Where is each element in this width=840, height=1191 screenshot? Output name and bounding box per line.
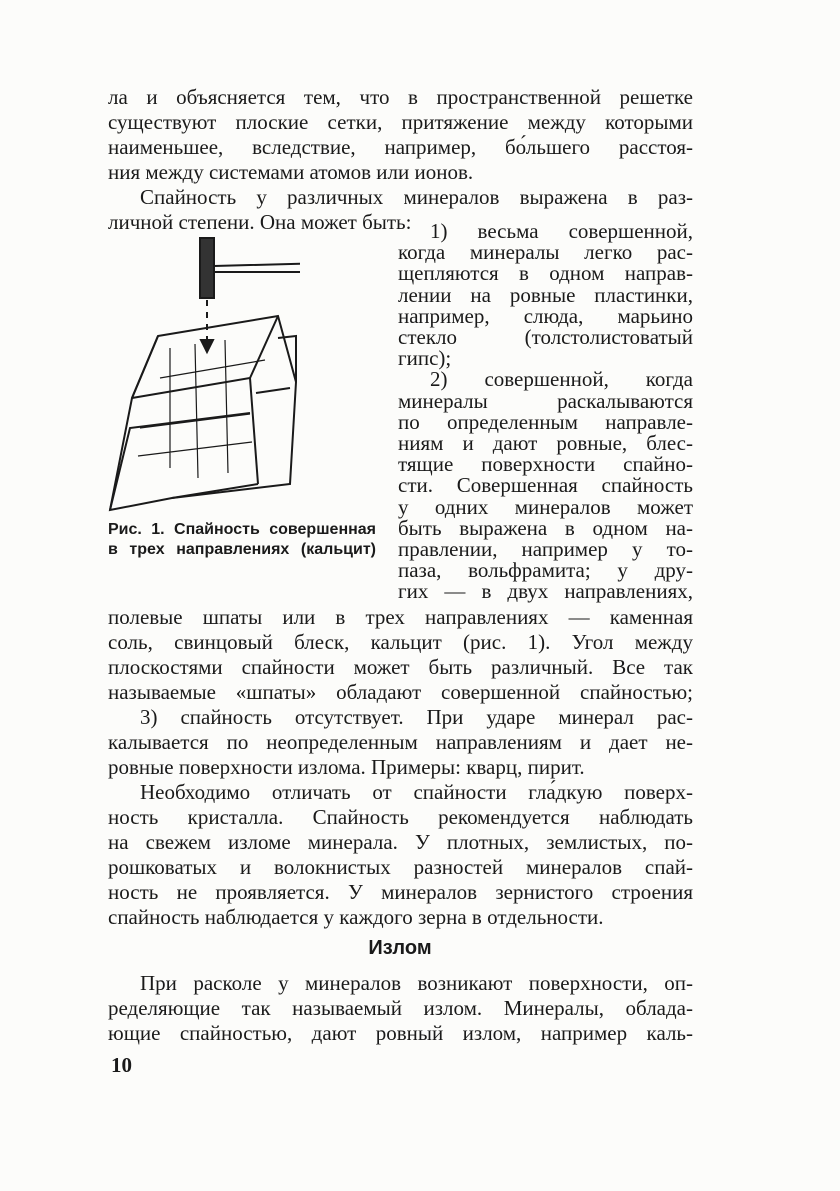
text-line: ниям и дают ровные, блес- [398,431,693,455]
text-line: 1) весьма совершенной, [430,219,693,243]
text-line: гипс); [398,346,452,371]
text-line: Спайность у различных минералов выражена в раз- [140,185,693,209]
text-line: лении на ровные пластинки, [398,282,693,307]
text-line: сти. Совершенная спайность [398,473,693,498]
section-heading: Излом [368,937,432,959]
text-line: правлении, например у то- [398,537,693,561]
text-line: калывается по неопределенным направлениям и дает не- [108,730,693,754]
arrow-head [201,340,213,352]
page-number: 10 [111,1053,132,1077]
text-line: гих — в двух направлениях, [398,579,693,604]
text-line: когда минералы легко рас- [398,240,693,265]
figure-caption: Рис. 1. Спайность совершенная [108,521,376,538]
step-edges [256,336,296,393]
text-line: быть выражена в одном на- [398,515,693,540]
text-line: личной степени. Она может быть: [108,210,412,234]
text-line: у одних минералов может [398,494,693,519]
text-line: При расколе у минералов возникают поверхности, оп- [140,971,693,995]
text-line: тящие поверхности спайно- [398,452,693,477]
text-line: рошковатых и волокнистых разностей минералов спай- [108,855,693,879]
text-line: соль, свинцовый блеск, кальцит (рис. 1). Угол между [108,630,693,654]
text-line: плоскостями спайности может быть различный. Все так [108,655,693,679]
text-line: паза, вольфрамита; у дру- [398,558,693,583]
text-line: ющие спайностью, дают ровный излом, например каль- [108,1021,693,1045]
text-line: наименьшее, вследствие, например, бо́льшего расстоя- [108,135,693,159]
text-line: называемые «шпаты» обладают совершенной спайностью; [108,680,693,704]
text-line: по определенным направле- [398,409,693,434]
cleavage-lines [138,340,265,478]
text-line: щепляются в одном направ- [398,261,693,286]
text-line: Необходимо отличать от спайности гла́дкую поверх- [140,780,693,804]
hammer-handle [214,262,300,272]
text-line: 2) совершенной, когда [430,367,693,392]
text-line: спайность наблюдается у каждого зерна в отдельности. [108,905,604,929]
text-line: на свежем изломе минерала. У плотных, землистых, по- [108,830,693,854]
crystal-edges [110,316,278,510]
text-line: ровные поверхности излома. Примеры: кварц, пирит. [108,755,585,779]
figure-caption: в трех направлениях (кальцит) [108,541,376,558]
calcite-cleavage-figure [100,228,300,518]
text-line: ность не проявляется. У минералов зернистого строения [108,880,693,904]
text-line: ла и объясняется тем, что в пространственной решетке [108,85,693,109]
text-line: полевые шпаты или в трех направлениях — каменная [108,605,693,629]
text-line: ния между системами атомов или ионов. [108,160,474,184]
text-line: 3) спайность отсутствует. При ударе минерал рас- [140,705,693,729]
text-line: стекло (толстолистоватый [398,325,693,349]
text-line: существуют плоские сетки, притяжение между которыми [108,110,693,134]
text-line: минералы раскалываются [398,388,693,413]
hammer-head [200,238,214,298]
text-line: ность кристалла. Спайность рекомендуется наблюдать [108,805,693,829]
text-line: ределяющие так называемый излом. Минералы, облада- [108,996,693,1020]
text-line: например, слюда, марьино [398,303,693,328]
